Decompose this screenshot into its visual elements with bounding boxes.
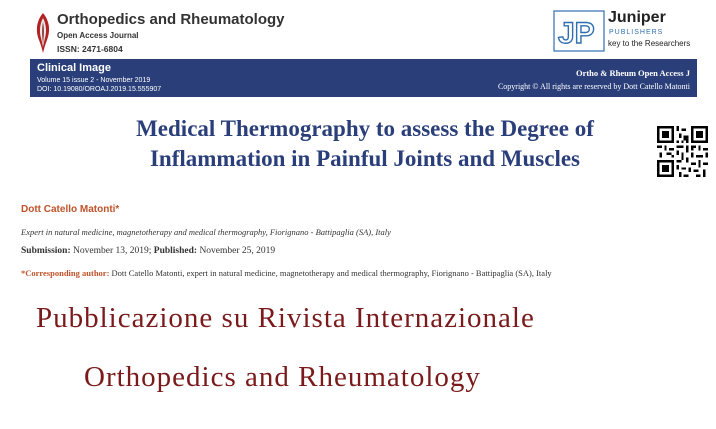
- qr-code-icon[interactable]: [657, 126, 708, 177]
- submission-label: Submission:: [21, 246, 71, 256]
- article-title: [60, 114, 670, 174]
- journal-logo-icon: [33, 12, 53, 54]
- publisher-mark-letters: JP: [558, 17, 595, 50]
- publisher-name: Juniper: [608, 9, 666, 26]
- published-date: November 25, 2019: [199, 246, 276, 256]
- author-name: Dott Catello Matonti*: [21, 204, 120, 215]
- journal-subtitle: Open Access Journal: [57, 31, 139, 40]
- corresponding-author-text: Dott Catello Matonti, expert in natural medicine, magnetotherapy and medical thermography, Fiorignano - Battipaglia (SA), Italy: [111, 268, 552, 278]
- publisher-tagline: key to the Researchers: [608, 39, 691, 48]
- journal-abbreviation: Ortho & Rheum Open Access J: [575, 68, 690, 78]
- corresponding-author: [21, 267, 701, 280]
- article-title-line-2: Inflammation in Painful Joints and Muscles: [149, 146, 581, 171]
- overlay-caption-line-1: Pubblicazione su Rivista Internazionale: [36, 302, 535, 334]
- volume-info: Volume 15 issue 2 - November 2019: [37, 77, 151, 84]
- copyright-notice: Copyright © All rights are reserved by Dott Catello Matonti: [497, 82, 690, 91]
- publisher-label: PUBLISHERS: [609, 29, 664, 36]
- doi[interactable]: DOI: 10.19080/OROAJ.2019.15.555907: [37, 86, 162, 93]
- published-label: Published:: [153, 246, 198, 256]
- author-affiliation: Expert in natural medicine, magnetotherapy and medical thermography, Fiorignano - Battipaglia (SA), Italy: [21, 227, 391, 237]
- article-title-line-1: Medical Thermography to assess the Degree of: [136, 116, 594, 141]
- journal-title: Orthopedics and Rheumatology: [57, 11, 285, 28]
- overlay-caption-line-2: Orthopedics and Rheumatology: [84, 361, 481, 393]
- journal-issn: ISSN: 2471-6804: [57, 44, 123, 54]
- corresponding-author-label: *Corresponding author:: [21, 268, 110, 278]
- submission-date: November 13, 2019;: [73, 246, 152, 256]
- juniper-publishers-logo-icon: [553, 10, 605, 52]
- article-type: Clinical Image: [37, 62, 111, 74]
- publication-dates: [21, 246, 275, 256]
- article-header-bar: [30, 59, 697, 97]
